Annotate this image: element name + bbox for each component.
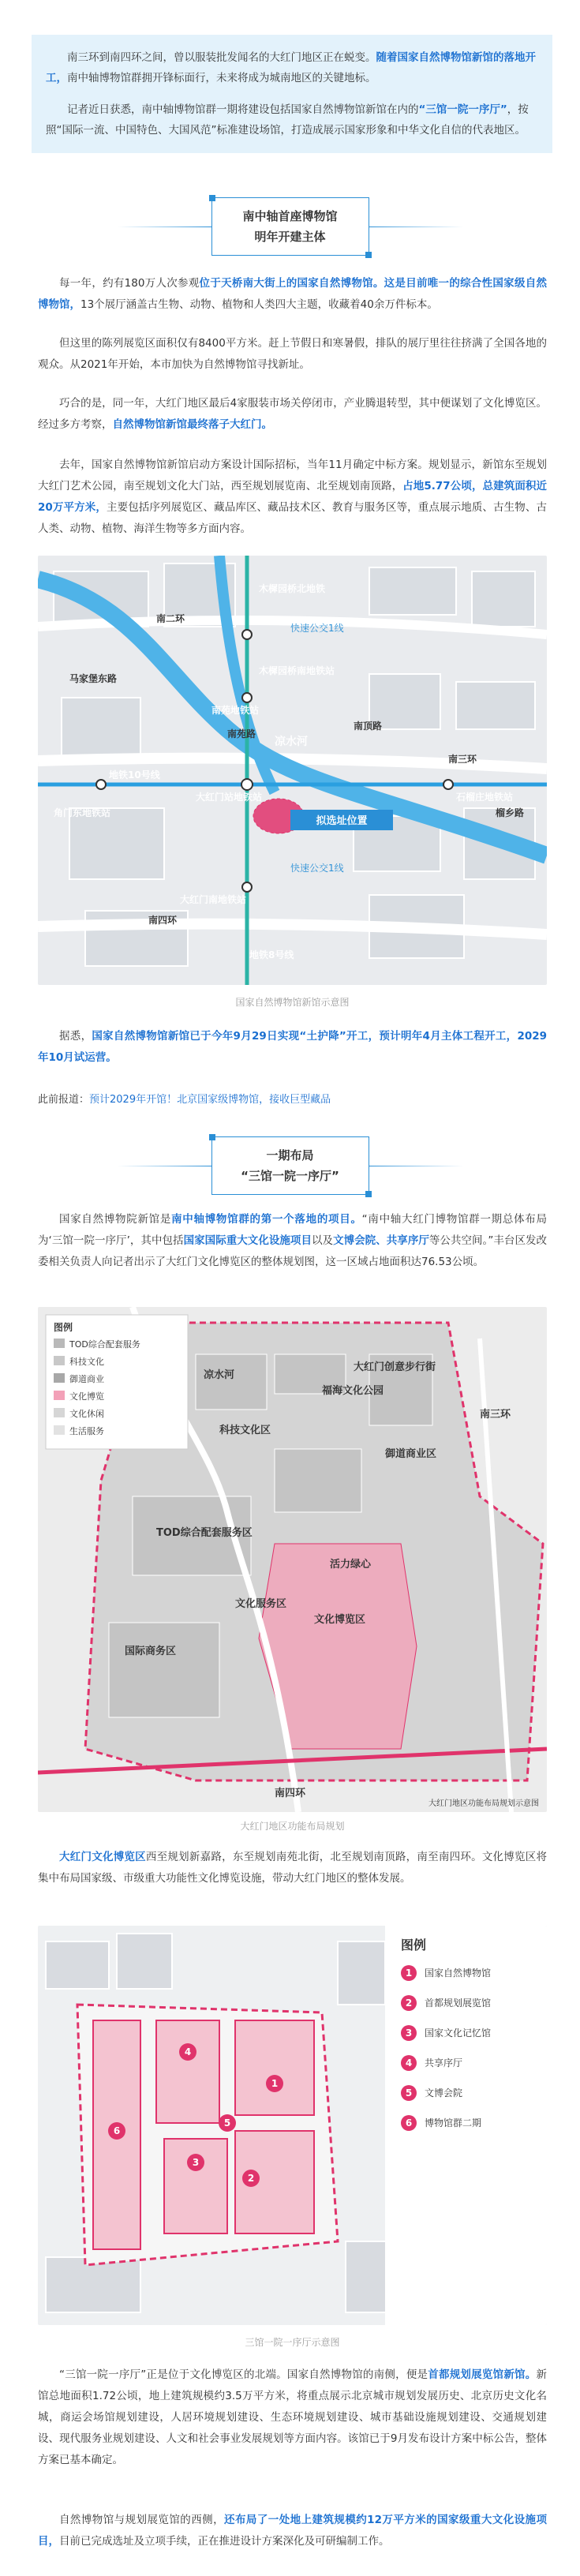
intro-text: 南三环到南四环之间，曾以服装批发闻名的大红门地区正在蜕变。 (67, 51, 376, 64)
station-label: 大红门南地铁站 (180, 894, 247, 905)
highlight: 占地5.77公顷，总建筑面积近20万平方米， (38, 480, 548, 514)
section-title: 一期布局 (266, 1148, 314, 1163)
banner-corner (209, 1134, 215, 1140)
three-halls-svg (38, 1926, 547, 2325)
layout-map-svg (38, 1307, 547, 1812)
legend-item: 博物馆群二期 (425, 2117, 482, 2129)
metro-label: 地铁10号线 (109, 769, 160, 781)
paragraph (38, 1847, 547, 1889)
river-label: 凉水河 (204, 1369, 235, 1381)
legend-item: 文化博览 (69, 1391, 104, 1402)
legend-item: 文化休闲 (69, 1409, 104, 1419)
svg-text:3: 3 (405, 2027, 413, 2039)
paragraph (38, 273, 547, 316)
zone-label: 大红门创意步行街 (354, 1361, 436, 1373)
intro-text: 南中轴博物馆群拥开锋标面行，未来将成为城南地区的关键地标。 (67, 72, 376, 84)
paragraph (38, 2510, 547, 2552)
highlight: 自然博物馆新馆最终落子大红门。 (112, 418, 272, 431)
section-banner-2 (211, 1136, 369, 1195)
paragraph: 但这里的陈列展览区面积仅有8400平方米。赶上节假日和寒暑假，排队的展厅里往往挤满了全国各地的观众。从2021年开始，本市加快为自然博物馆寻找新址。 (38, 337, 547, 371)
related-report (38, 1089, 547, 1111)
legend-item: 共享序厅 (425, 2057, 463, 2069)
road-label: 南四环 (148, 915, 178, 926)
figure-caption: 三馆一院一序厅示意图 (245, 2337, 340, 2348)
highlight: 还布局了一处地上建筑规模约12万平方米的国家级重大文化设施项目， (38, 2514, 547, 2548)
legend-item: 国家自然博物馆 (425, 1968, 492, 1979)
section-title: 南中轴首座博物馆 (242, 209, 338, 223)
text: 目前已完成选址及立项手续，正在推进设计方案深化及可研编制工作。 (59, 2535, 390, 2548)
section-subtitle: 明年开建主体 (254, 230, 326, 244)
text: “南中轴大红门博物馆群一期总体布局为‘三馆一院一序厅’，其中包括 (38, 1213, 547, 1247)
area-label: 榴乡路 (496, 807, 525, 818)
svg-text:6: 6 (405, 2117, 413, 2129)
text: 据悉， (59, 1030, 92, 1043)
zone-label: 福海文化公园 (322, 1385, 384, 1397)
highlight: 大红门文化博览区 (59, 1851, 146, 1863)
svg-text:1: 1 (405, 1968, 413, 1979)
text: 主要包括序列展览区、藏品库区、藏品技术区、教育与服务区等，重点展示地质、古生物、古人类、动物、植物、海洋生物等多方面内容。 (38, 501, 547, 535)
museum-site-map (38, 556, 547, 985)
text: 去年，国家自然博物馆新馆启动方案设计国际招标，当年11月确定中标方案。规划显示，新馆东至规划大红门艺术公园，南至规划文化大门站，西至规划展览南、北至规划南顶路， (38, 459, 547, 492)
zone-label: 国际商务区 (125, 1646, 177, 1657)
text: “三馆一院一序厅”正是位于文化博览区的北端。国家自然博物馆的南侧，便是 (59, 2368, 428, 2381)
road-label: 南三环 (480, 1409, 511, 1421)
station-label: 角门东地铁站 (54, 807, 111, 818)
intro-text: 记者近日获悉，南中轴博物馆群一期将建设包括国家自然博物馆新馆在内的 (67, 103, 419, 116)
paragraph (38, 393, 547, 436)
paragraph (38, 1209, 547, 1273)
svg-text:6: 6 (113, 2125, 121, 2136)
svg-text:5: 5 (223, 2117, 231, 2129)
intro-highlight: “三馆一院一序厅” (418, 103, 507, 116)
highlight: 首都规划展览馆新馆。 (428, 2368, 537, 2381)
intro-text: ，按照“国际一流、中国特色、大国风范”标准建设场馆，打造成展示国家形象和中华文化自信的代表地区。 (46, 103, 529, 137)
highlight: 位于天桥南大街上的国家自然博物馆。这是目前唯一的综合性国家级自然博物馆， (38, 277, 547, 311)
station-label: 木樨园桥南地铁站 (259, 665, 335, 676)
zone-label: 科技文化区 (219, 1425, 271, 1436)
highlight: 南中轴博物馆群的第一个落地的项目。 (171, 1213, 362, 1226)
banner-corner (209, 195, 215, 201)
legend-item: 科技文化 (69, 1357, 104, 1367)
site-label: 拟选址位置 (316, 815, 368, 827)
zone-label: 文化博览区 (314, 1614, 366, 1626)
text: 西至规划新嘉路，东至规划南苑北街，北至规划南顶路，南至南四环。文化博览区将集中布局国家级、市级重大功能性文化博览设施，带动大红门地区的整体发展。 (38, 1851, 548, 1885)
station-label: 大红门站地铁站 (196, 792, 263, 803)
section-banner-1 (211, 197, 369, 256)
text: 等公共空间。”丰台区发改委相关负责人向记者出示了大红门文化博览区的整体规划图，这一区域占地面积达76.53公顷。 (38, 1234, 548, 1268)
legend-title: 图例 (54, 1322, 73, 1333)
bus-label: 快速公交1线 (290, 863, 344, 874)
paragraph (38, 1026, 547, 1069)
svg-text:2: 2 (247, 2173, 255, 2184)
banner-corner (365, 252, 372, 258)
area-label: 南苑路 (227, 728, 256, 739)
text: 自然博物馆与规划展览馆的西侧， (59, 2514, 225, 2526)
svg-text:5: 5 (405, 2087, 413, 2099)
intro-box (32, 35, 552, 153)
station-label: 南苑地铁站 (211, 705, 260, 716)
figure-caption: 国家自然博物馆新馆示意图 (235, 997, 350, 1008)
legend-title: 图例 (401, 1938, 427, 1953)
legend-item: 生活服务 (69, 1426, 104, 1436)
svg-text:3: 3 (192, 2157, 200, 2168)
highlight: 国家国际重大文化设施项目 (183, 1234, 312, 1247)
site-map-svg (38, 556, 547, 985)
text: 国家自然博物院新馆是 (59, 1213, 172, 1226)
area-label: 马家堡东路 (69, 673, 118, 684)
paragraph (38, 2364, 547, 2471)
svg-text:4: 4 (184, 2046, 192, 2057)
text: 以及 (312, 1234, 334, 1247)
metro-label: 地铁8号线 (249, 949, 294, 960)
three-halls-map (38, 1926, 547, 2325)
svg-text:4: 4 (405, 2057, 413, 2069)
station-label: 石榴庄地铁站 (456, 792, 514, 803)
text: 巧合的是，同一年，大红门地区最后4家服装市场关停闭市，产业腾退转型，其中便谋划了文化博览区。经过多方考察， (38, 397, 547, 431)
bus-label: 快速公交1线 (290, 623, 344, 634)
paragraph (38, 455, 547, 540)
text: 每一年，约有180万人次参观 (59, 277, 200, 290)
legend-item: TOD综合配套服务 (69, 1339, 140, 1350)
text: 13个展厅涵盖古生物、动物、植物和人类四大主题，收藏着40余万件标本。 (80, 298, 438, 311)
svg-text:2: 2 (405, 1998, 413, 2009)
legend-item: 首都规划展览馆 (425, 1998, 492, 2009)
text: 新馆总地面积1.72公顷，地上建筑规模约3.5万平方米，将重点展示北京城市规划发展历史、北京历史文化名城，商运会场馆规划建设，人居环境规划建设、生态环境规划建设、城市基础设施规划建设、交通规划建设、现代服务业规划建设、人文和社会事业发展规划等方面内容。该馆已于9月发布设计方案中标公告，整体方案已基本确定。 (38, 2368, 547, 2466)
legend-item: 文博会院 (425, 2087, 463, 2099)
zone-label: TOD综合配套服务区 (156, 1527, 253, 1539)
zone-label: 文化服务区 (235, 1598, 287, 1610)
related-label: 此前报道： (38, 1094, 90, 1106)
legend-item: 国家文化记忆馆 (425, 2027, 492, 2039)
area-label: 南顶路 (354, 721, 383, 732)
station-label: 木樨园桥北地铁 (259, 583, 326, 594)
zone-label: 御道商业区 (385, 1448, 437, 1460)
legend-item: 御道商业 (69, 1374, 104, 1384)
map-note: 大红门地区功能布局规划示意图 (428, 1799, 539, 1808)
svg-text:1: 1 (271, 2078, 279, 2089)
river-label: 凉水河 (275, 736, 308, 748)
zone-label: 活力绿心 (330, 1559, 372, 1571)
related-link[interactable]: 预计2029年开馆！北京国家级博物馆，接收巨型藏品 (89, 1094, 331, 1106)
figure-caption: 大红门地区功能布局规划 (240, 1821, 345, 1832)
banner-corner (365, 1191, 372, 1197)
road-label: 南四环 (275, 1788, 306, 1799)
highlight: 文博会院、共享序厅 (333, 1234, 429, 1247)
road-label: 南三环 (448, 754, 477, 765)
highlight: 国家自然博物馆新馆已于今年9月29日实现“土护降”开工，预计明年4月主体工程开工，2029年10月试运营。 (38, 1030, 548, 1064)
function-layout-map (38, 1307, 547, 1812)
intro-paragraph-2 (46, 99, 538, 140)
intro-highlight: 随着国家自然博物馆新馆的落地开工， (46, 51, 536, 84)
intro-paragraph-1 (46, 47, 538, 88)
section-subtitle: “三馆一院一序厅” (241, 1169, 339, 1183)
road-label: 南二环 (156, 613, 185, 624)
